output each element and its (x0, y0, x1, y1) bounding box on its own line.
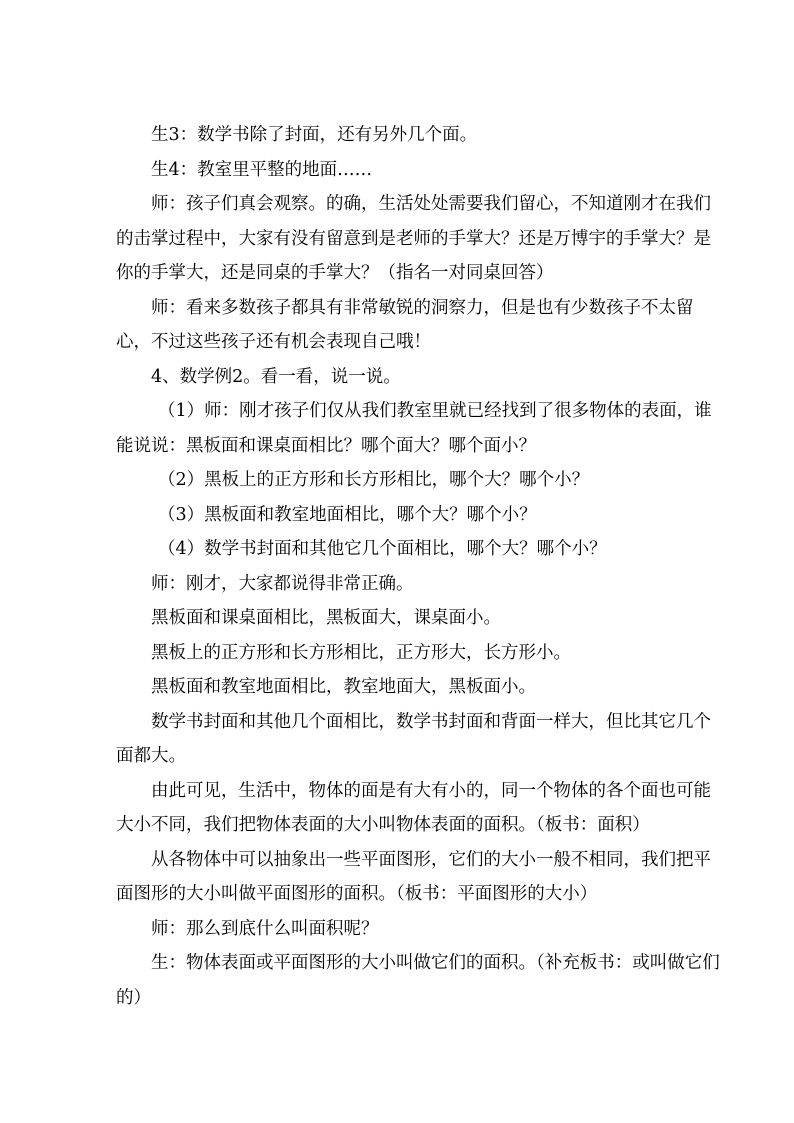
paragraph: 生3：数学书除了封面，还有另外几个面。 (151, 125, 478, 145)
paragraph: （4）数学书封面和其他它几个面相比，哪个大？哪个小？ (158, 539, 607, 559)
paragraph: 黑板面和教室地面相比，教室地面大，黑板面小。 (151, 677, 536, 697)
paragraph: 师：孩子们真会观察。的确，生活处处需要我们留心，不知道刚才在我们的击掌过程中，大家有没有留意到是老师的手掌大？还是万博宇的手掌大？是你的手掌大，还是同桌的手掌大？（指名一对同桌回答） (116, 194, 711, 283)
paragraph: （2）黑板上的正方形和长方形相比，哪个大？哪个小？ (158, 470, 590, 490)
paragraph: 黑板上的正方形和长方形相比，正方形大，长方形小。 (151, 642, 571, 663)
paragraph: 师：刚才，大家都说得非常正确。 (151, 573, 414, 594)
paragraph: 生4：教室里平整的地面…… (151, 159, 373, 180)
paragraph: （1）师：刚才孩子们仅从我们教室里就已经找到了很多物体的表面，谁能说说：黑板面和课桌面相比？哪个面大？哪个面小？ (116, 401, 712, 456)
paragraph: 数学书封面和其他几个面相比，数学书封面和背面一样大，但比其它几个面都大。 (116, 711, 711, 766)
paragraph: 师：看来多数孩子都具有非常敏锐的洞察力，但是也有少数孩子不太留心，不过这些孩子还有机会表现自己哦！ (116, 297, 694, 352)
paragraph: 从各物体中可以抽象出一些平面图形，它们的大小一般不相同，我们把平面图形的大小叫做平面图形的面积。（板书：平面图形的大小） (116, 849, 711, 904)
paragraph: 黑板面和课桌面相比，黑板面大，课桌面小。 (151, 608, 501, 628)
paragraph: 由此可见，生活中，物体的面是有大有小的，同一个物体的各个面也可能大小不同，我们把物体表面的大小叫物体表面的面积。（板书：面积） (116, 780, 711, 835)
document-body (116, 118, 720, 1015)
paragraph: 师：那么到底什么叫面积呢？ (151, 918, 379, 939)
paragraph: 生：物体表面或平面图形的大小叫做它们的面积。（补充板书：或叫做它们的） (116, 953, 720, 1008)
paragraph: 4、数学例2。看一看，说一说。 (151, 366, 401, 387)
paragraph: （3）黑板面和教室地面相比，哪个大？哪个小？ (158, 504, 537, 525)
